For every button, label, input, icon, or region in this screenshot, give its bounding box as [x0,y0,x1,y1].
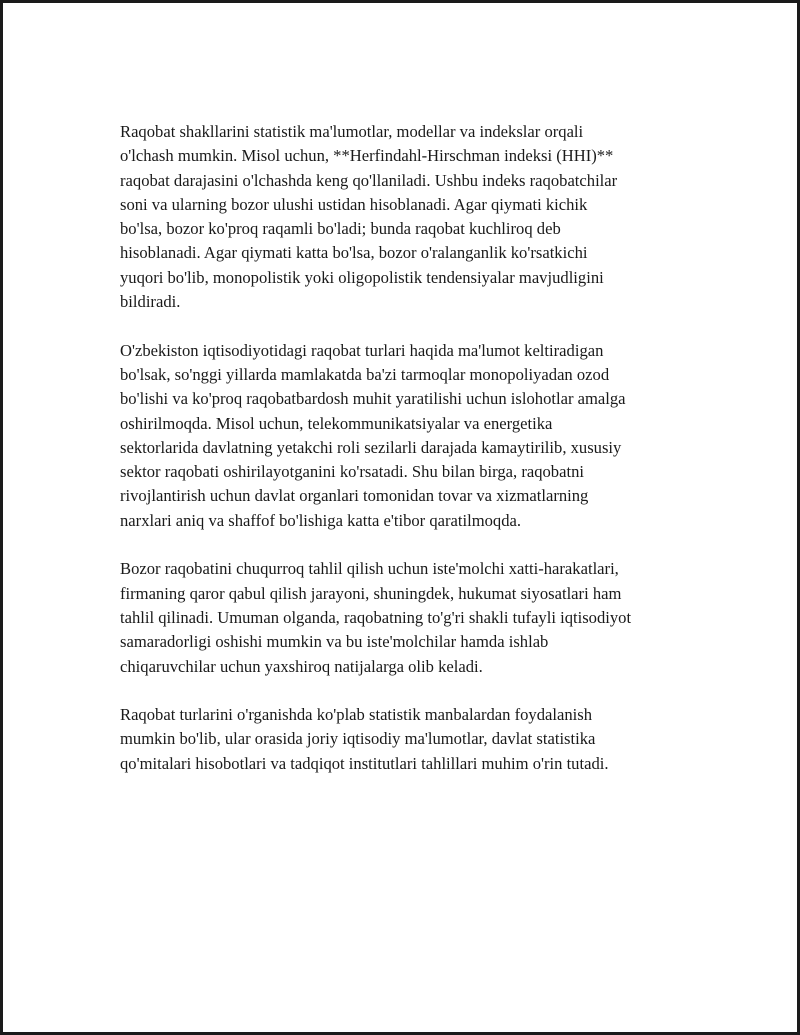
text-line: oshirilmoqda. Misol uchun, telekommunikatsiyalar va energetika [120,413,553,433]
text-line: Raqobat turlarini o'rganishda ko'plab statistik manbalardan foydalanish [120,705,593,725]
paragraph-1 [120,120,700,314]
text-line: bildiradi. [120,292,181,312]
text-line: tahlil qilinadi. Umuman olganda, raqobatning to'g'ri shakli tufayli iqtisodiyot [120,607,632,627]
text-line: sektorlarida davlatning yetakchi roli sezilarli darajada kamaytirilib, xususiy [120,437,622,457]
text-line: o'lchash mumkin. Misol uchun, **Herfindahl-Hirschman indeksi (HHI)** [120,146,614,166]
text-line: O'zbekiston iqtisodiyotidagi raqobat turlari haqida ma'lumot keltiradigan [120,340,604,360]
text-line: rivojlantirish uchun davlat organlari tomonidan tovar va xizmatlarning [120,486,589,506]
paragraph-4 [120,703,700,776]
document-body [120,120,700,800]
text-line: raqobat darajasini o'lchashda keng qo'llaniladi. Ushbu indeks raqobatchilar [120,170,618,190]
text-line: samaradorligi oshishi mumkin va bu iste'molchilar hamda ishlab [120,632,549,652]
text-line: bo'lsak, so'nggi yillarda mamlakatda ba'zi tarmoqlar monopoliyadan ozod [120,364,610,384]
text-line: mumkin bo'lib, ular orasida joriy iqtisodiy ma'lumotlar, davlat statistika [120,729,596,749]
text-line: bo'lishi va ko'proq raqobatbardosh muhit yaratilishi uchun islohotlar amalga [120,389,626,409]
text-line: narxlari aniq va shaffof bo'lishiga katta e'tibor qaratilmoqda. [120,510,522,530]
text-line: firmaning qaror qabul qilish jarayoni, shuningdek, hukumat siyosatlari ham [120,583,622,603]
text-line: sektor raqobati oshirilayotganini ko'rsatadi. Shu bilan birga, raqobatni [120,462,584,482]
text-line: yuqori bo'lib, monopolistik yoki oligopolistik tendensiyalar mavjudligini [120,267,604,287]
text-line: Raqobat shakllarini statistik ma'lumotlar, modellar va indekslar orqali [120,122,584,141]
text-line: soni va ularning bozor ulushi ustidan hisoblanadi. Agar qiymati kichik [120,194,588,214]
text-line: chiqaruvchilar uchun yaxshiroq natijalarga olib keladi. [120,656,483,676]
text-line: bo'lsa, bozor ko'proq raqamli bo'ladi; bunda raqobat kuchliroq deb [120,219,561,239]
text-line: Bozor raqobatini chuqurroq tahlil qilish uchun iste'molchi xatti-harakatlari, [120,559,619,579]
text-line: hisoblanadi. Agar qiymati katta bo'lsa, bozor o'ralanganlik ko'rsatkichi [120,243,588,263]
paragraph-3 [120,557,700,678]
paragraph-2 [120,339,700,533]
text-line: qo'mitalari hisobotlari va tadqiqot institutlari tahlillari muhim o'rin tutadi. [120,753,609,773]
